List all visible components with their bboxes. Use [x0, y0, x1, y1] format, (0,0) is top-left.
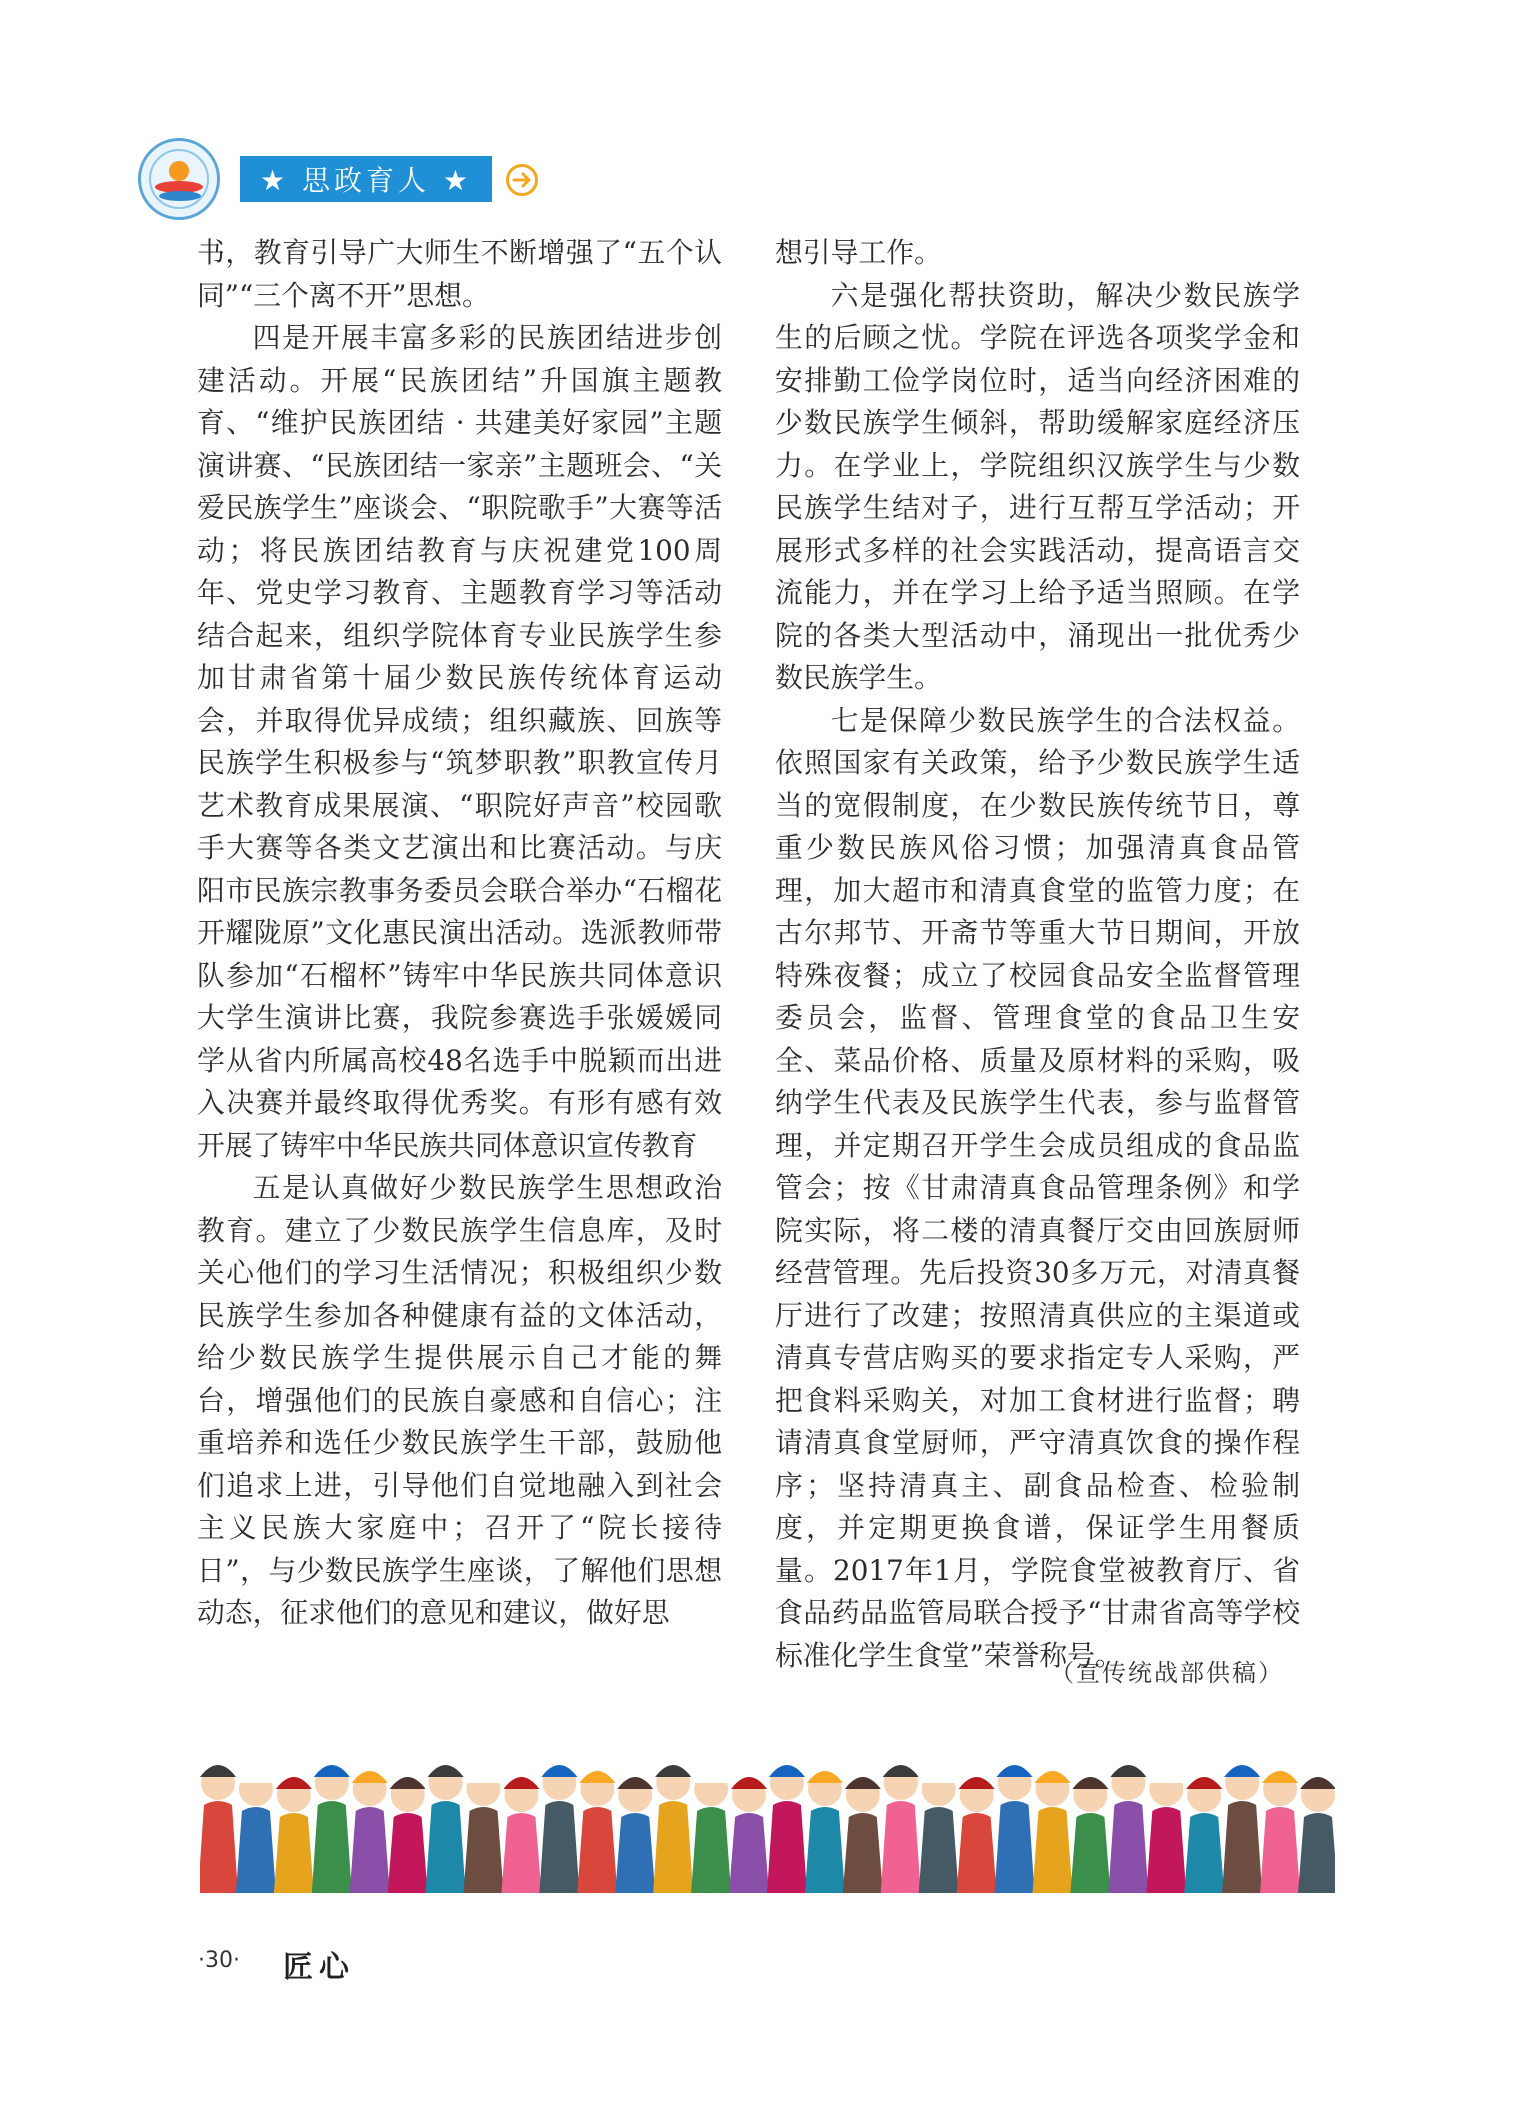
- ethnic-figure: [350, 1771, 390, 1893]
- paragraph-continued: 书，教育引导广大师生不断增强了“五个认同”“三个离不开”思想。: [197, 236, 722, 312]
- ethnic-figure: [236, 1771, 276, 1893]
- ethnic-figure: [653, 1765, 693, 1893]
- ethnic-figure: [1260, 1771, 1300, 1893]
- college-logo-icon: [138, 138, 220, 220]
- ethnic-figure: [729, 1777, 769, 1893]
- section-label: ★ 思政育人 ★: [240, 156, 492, 202]
- ethnic-figure: [464, 1771, 504, 1893]
- ethnic-figure: [767, 1765, 807, 1893]
- ethnic-figure: [1146, 1771, 1186, 1893]
- paragraph-four: 四是开展丰富多彩的民族团结进步创建活动。开展“民族团结”升国旗主题教育、“维护民族团结 · 共建美好家园”主题演讲赛、“民族团结一家亲”主题班会、“关爱民族学生”座谈会、“职院歌手”大赛等活动；将民族团结教育与庆祝建党100周年、党史学习教育、主题教育学习等活动结合起来，组织学院体育专业民族学生参加甘肃省第十届少数民族传统体育运动会，并取得优异成绩；组织藏族、回族等民族学生积极参与“筑梦职教”职教宣传月艺术教育成果展演、“职院好声音”校园歌手大赛等各类文艺演出和比赛活动。与庆阳市民族宗教事务委员会联合举办“石榴花开耀陇原”文化惠民演出活动。选派教师带队参加“石榴杯”铸牢中华民族共同体意识大学生演讲比赛，我院参赛选手张媛媛同学从省内所属高校48名选手中脱颖而出进入决赛并最终取得优秀奖。有形有感有效开展了铸牢中华民族共同体意识宣传教育: [197, 321, 722, 1162]
- ethnic-figure: [843, 1777, 883, 1893]
- ethnic-figure: [881, 1765, 921, 1893]
- ethnic-figure: [957, 1777, 997, 1893]
- ethnic-figure: [615, 1777, 655, 1893]
- ethnic-figure: [200, 1765, 238, 1893]
- ethnic-figure: [388, 1777, 428, 1893]
- ethnic-figures-illustration: [200, 1735, 1335, 1895]
- ethnic-figure: [805, 1771, 845, 1893]
- ethnic-figure: [501, 1777, 541, 1893]
- ethnic-figure: [1298, 1777, 1335, 1893]
- paragraph-seven: 七是保障少数民族学生的合法权益。依照国家有关政策，给予少数民族学生适当的宽假制度，在少数民族传统节日，尊重少数民族风俗习惯；加强清真食品管理，加大超市和清真食堂的监管力度；在古尔邦节、开斋节等重大节日期间，开放特殊夜餐；成立了校园食品安全监督管理委员会，监督、管理食堂的食品卫生安全、菜品价格、质量及原材料的采购，吸纳学生代表及民族学生代表，参与监督管理，并定期召开学生会成员组成的食品监管会；按《甘肃清真食品管理条例》和学院实际，将二楼的清真餐厅交由回族厨师经营管理。先后投资30多万元，对清真餐厅进行了改建；按照清真供应的主渠道或清真专营店购买的要求指定专人采购，严把食料采购关，对加工食材进行监督；聘请清真食堂厨师，严守清真饮食的操作程序；坚持清真主、副食品检查、检验制度，并定期更换食谱，保证学生用餐质量。2017年1月，学院食堂被教育厅、省食品药品监管局联合授予“甘肃省高等学校标准化学生食堂”荣誉称号。: [775, 703, 1300, 1672]
- ethnic-figure: [539, 1765, 579, 1893]
- paragraph-six: 六是强化帮扶资助，解决少数民族学生的后顾之忧。学院在评选各项奖学金和安排勤工俭学岗位时，适当向经济困难的少数民族学生倾斜，帮助缓解家庭经济压力。在学业上，学院组织汉族学生与少数民族学生结对子，进行互帮互学活动；开展形式多样的社会实践活动，提高语言交流能力，并在学习上给予适当照顾。在学院的各类大型活动中，涌现出一批优秀少数民族学生。: [775, 278, 1300, 694]
- left-column: [197, 232, 722, 1635]
- ethnic-figure: [1184, 1777, 1224, 1893]
- article-credit: （宣传统战部供稿）: [1050, 1659, 1284, 1687]
- arrow-right-icon: [505, 163, 539, 197]
- paragraph-continued-right: 想引导工作。: [775, 236, 942, 269]
- ethnic-figure: [426, 1765, 466, 1893]
- ethnic-figure: [691, 1771, 731, 1893]
- page-number: ·30·: [198, 1948, 240, 1973]
- right-column: [775, 232, 1300, 1677]
- ethnic-figure: [274, 1777, 314, 1893]
- ethnic-figure: [1108, 1765, 1148, 1893]
- magazine-name: 匠心: [283, 1950, 355, 1985]
- paragraph-five: 五是认真做好少数民族学生思想政治教育。建立了少数民族学生信息库，及时关心他们的学习生活情况；积极组织少数民族学生参加各种健康有益的文体活动，给少数民族学生提供展示自己才能的舞台，增强他们的民族自豪感和自信心；注重培养和选任少数民族学生干部，鼓励他们追求上进，引导他们自觉地融入到社会主义民族大家庭中；召开了“院长接待日”，与少数民族学生座谈，了解他们思想动态，征求他们的意见和建议，做好思: [197, 1171, 722, 1629]
- ethnic-figure: [919, 1771, 959, 1893]
- ethnic-figure: [312, 1765, 352, 1893]
- ethnic-figure: [1032, 1771, 1072, 1893]
- ethnic-figure: [1222, 1765, 1262, 1893]
- ethnic-figure: [577, 1771, 617, 1893]
- ethnic-figure: [995, 1765, 1035, 1893]
- ethnic-figure: [1070, 1777, 1110, 1893]
